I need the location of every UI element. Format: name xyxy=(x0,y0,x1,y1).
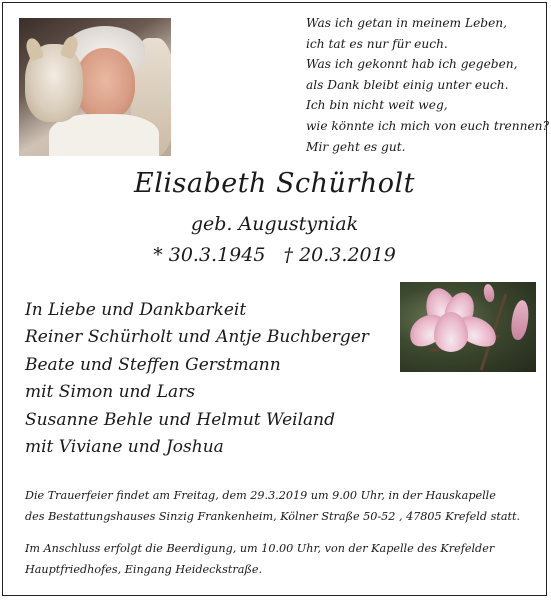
mourners-list xyxy=(25,297,395,461)
notice-line: Im Anschluss erfolgt die Beerdigung, um 10.00 Uhr, von der Kapelle des Krefelder xyxy=(25,542,495,555)
portrait-photo xyxy=(19,18,171,156)
funeral-service-notice xyxy=(25,485,540,527)
petal-shape xyxy=(434,312,468,352)
mourner-line: Beate und Steffen Gerstmann xyxy=(25,354,281,375)
dog-ear-left xyxy=(24,36,45,61)
deceased-name: Elisabeth Schürholt xyxy=(134,168,415,199)
notice-line: des Bestattungshauses Sinzig Frankenheim, Kölner Straße 50-52 , 47805 Krefeld statt. xyxy=(25,510,521,523)
maiden-name: geb. Augustyniak xyxy=(190,213,359,235)
mourner-line: In Liebe und Dankbarkeit xyxy=(25,300,247,320)
face-shape xyxy=(75,48,135,120)
magnolia-photo xyxy=(400,282,536,372)
poem-line: Mir geht es gut. xyxy=(306,139,406,154)
mourner-line: mit Simon und Lars xyxy=(25,382,196,403)
poem-line: Ich bin nicht weit weg, xyxy=(306,98,448,113)
notice-line: Hauptfriedhofes, Eingang Heideckstraße. xyxy=(25,563,263,576)
poem-line: Was ich getan in meinem Leben, xyxy=(306,16,508,30)
poem-line: ich tat es nur für euch. xyxy=(306,36,448,51)
poem-line: Was ich gekonnt hab ich gegeben, xyxy=(306,57,518,72)
poem xyxy=(306,13,550,157)
bud-shape xyxy=(509,299,530,341)
burial-notice xyxy=(25,538,540,580)
life-dates: * 30.3.1945 † 20.3.2019 xyxy=(153,244,396,266)
mourner-line: Susanne Behle und Helmut Weiland xyxy=(25,409,336,430)
bud-shape xyxy=(483,283,496,302)
mourner-line: mit Viviane und Joshua xyxy=(25,437,224,458)
notice-line: Die Trauerfeier findet am Freitag, dem 29.3.2019 um 9.00 Uhr, in der Hauskapelle xyxy=(25,489,496,502)
poem-line: wie könnte ich mich von euch trennen? xyxy=(306,118,550,133)
obituary-frame xyxy=(2,2,550,596)
poem-line: als Dank bleibt einig unter euch. xyxy=(306,77,509,92)
mourner-line: Reiner Schürholt und Antje Buchberger xyxy=(25,327,369,348)
